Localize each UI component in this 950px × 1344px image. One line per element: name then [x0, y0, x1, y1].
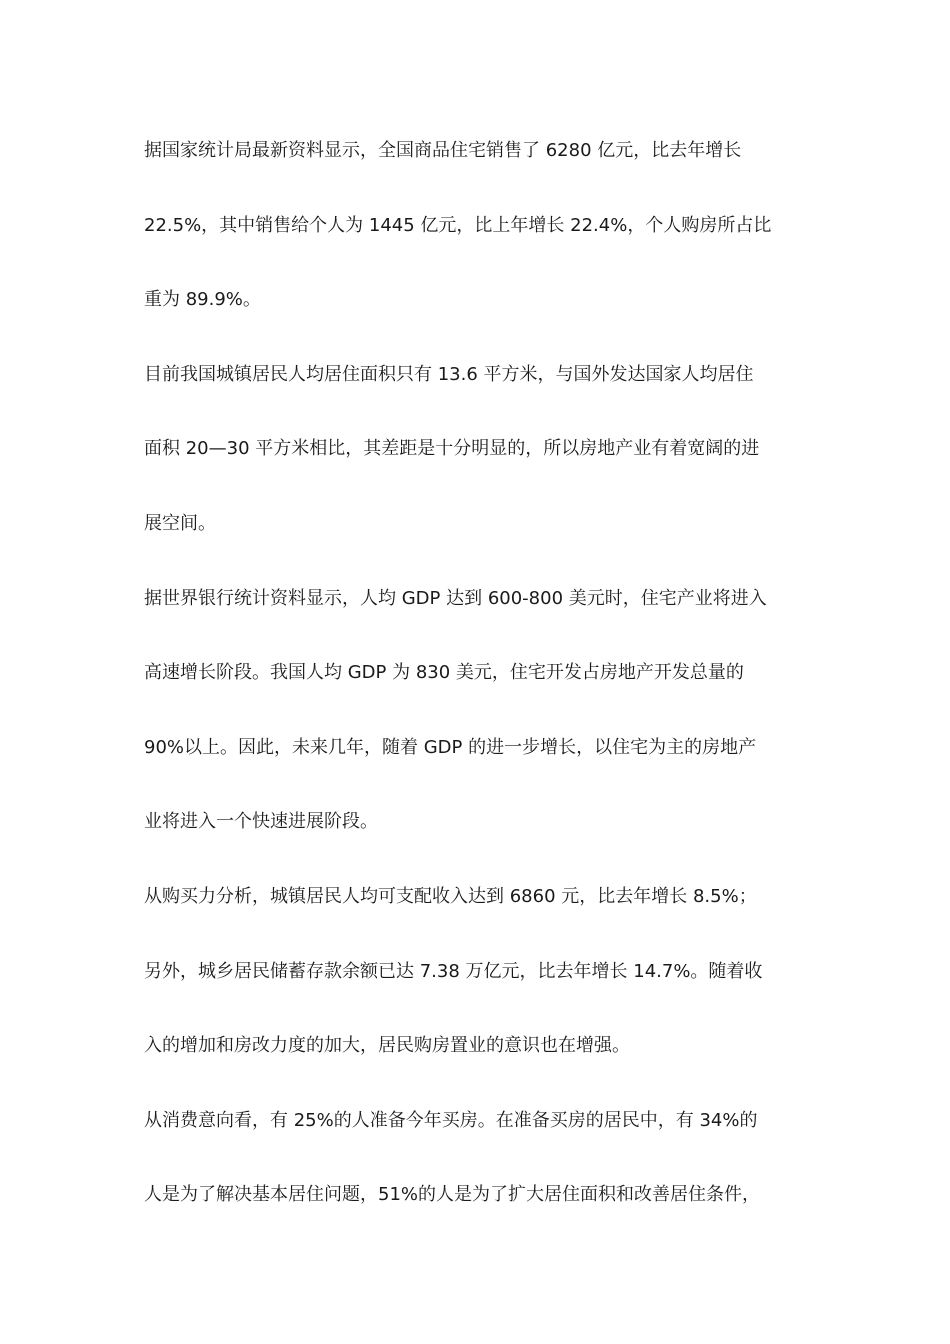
- text-line: 从消费意向看，有 25%的人准备今年买房。在准备买房的居民中，有 34%的: [144, 1109, 758, 1131]
- text-line: 人是为了解决基本居住问题，51%的人是为了扩大居住面积和改善居住条件，: [144, 1184, 761, 1206]
- text-line: 面积 20—30 平方米相比，其差距是十分明显的，所以房地产业有着宽阔的进: [144, 438, 760, 460]
- text-line: 据国家统计局最新资料显示，全国商品住宅销售了 6280 亿元，比去年增长: [144, 140, 742, 161]
- text-line: 重为 89.9%。: [144, 289, 261, 311]
- text-line: 高速增长阶段。我国人均 GDP 为 830 美元，住宅开发占房地产开发总量的: [144, 662, 744, 684]
- document-body: [144, 114, 824, 1233]
- text-line: 展空间。: [144, 512, 216, 534]
- text-line: 从购买力分析，城镇居民人均可支配收入达到 6860 元，比去年增长 8.5%；: [144, 885, 757, 907]
- text-line: 业将进入一个快速进展阶段。: [144, 811, 378, 833]
- text-line: 另外，城乡居民储蓄存款余额已达 7.38 万亿元，比去年增长 14.7%。随着收: [144, 960, 763, 982]
- text-line: 目前我国城镇居民人均居住面积只有 13.6 平方米，与国外发达国家人均居住: [144, 363, 754, 385]
- text-line: 据世界银行统计资料显示，人均 GDP 达到 600-800 美元时，住宅产业将进入: [144, 587, 767, 609]
- text-line: 90%以上。因此，未来几年，随着 GDP 的进一步增长，以住宅为主的房地产: [144, 736, 757, 758]
- text-line: 入的增加和房改力度的加大，居民购房置业的意识也在增强。: [144, 1035, 630, 1057]
- text-line: 22.5%，其中销售给个人为 1445 亿元，比上年增长 22.4%，个人购房所占比: [144, 214, 772, 236]
